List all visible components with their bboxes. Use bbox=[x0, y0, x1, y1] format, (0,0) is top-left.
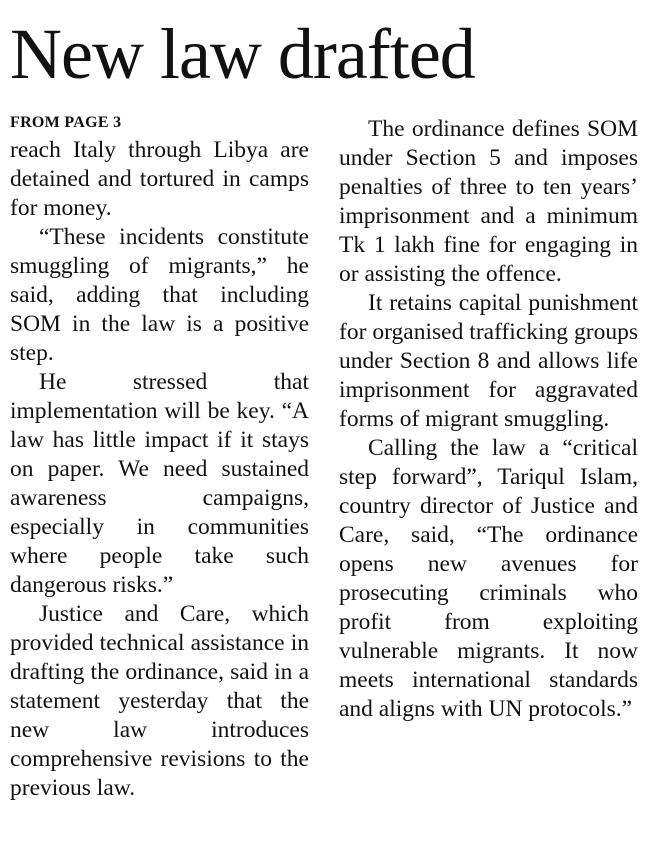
article-column-right bbox=[339, 112, 638, 724]
article-paragraph: It retains capital punishment for organised trafficking groups under Section 8 and allows life imprisonment for aggravated forms of migrant smuggling. bbox=[339, 290, 638, 432]
article-paragraph: Justice and Care, which provided technical assistance in drafting the ordinance, said in a statement yesterday that the new law introduces comprehensive revisions to the previous law. bbox=[10, 601, 309, 801]
article-paragraph: The ordinance defines SOM under Section 5 and imposes penalties of three to ten years’ imprisonment and a minimum Tk 1 lakh fine for engaging in or assisting the offence. bbox=[339, 116, 638, 287]
continuation-kicker: FROM PAGE 3 bbox=[10, 114, 122, 131]
article-paragraph: He stressed that implementation will be key. “A law has little impact if it stays on paper. We need sustained awareness campaigns, especially in communities where people take such dangerous risks.” bbox=[10, 369, 309, 598]
article-column-left bbox=[10, 112, 309, 803]
article-headline: New law drafted bbox=[10, 14, 475, 94]
article-paragraph: Calling the law a “critical step forward”, Tariqul Islam, country director of Justice and Care, said, “The ordinance opens new avenues for prosecuting criminals who profit from exploiting vulnerable migrants. It now meets international standards and aligns with UN protocols.” bbox=[339, 435, 638, 722]
article-paragraph: reach Italy through Libya are detained and tortured in camps for money. bbox=[10, 137, 309, 221]
article-paragraph: “These incidents constitute smuggling of migrants,” he said, adding that including SOM in the law is a positive step. bbox=[10, 224, 309, 366]
